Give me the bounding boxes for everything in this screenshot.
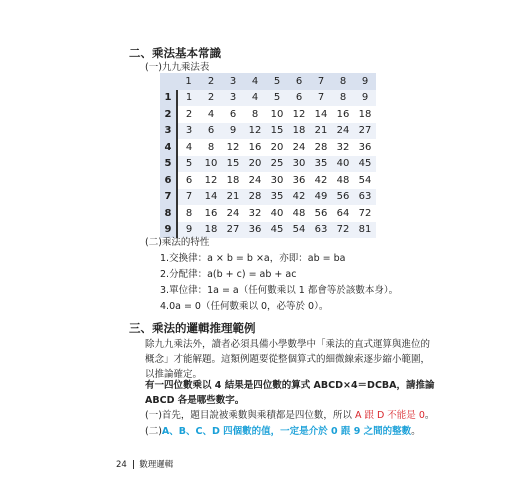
row-header-cell: 1 xyxy=(160,90,177,107)
table-row xyxy=(160,189,376,206)
property-distributive: 2.分配律：a(b + c) = ab + ac xyxy=(160,269,297,280)
row-header-cell: 3 xyxy=(160,123,177,140)
section-3-heading: 三、乘法的邏輯推理範例 xyxy=(129,321,256,335)
table-cell: 72 xyxy=(332,222,354,239)
section-2-heading: 二、乘法基本常識 xyxy=(129,46,221,60)
table-cell: 12 xyxy=(222,139,244,156)
step-1 xyxy=(145,410,434,422)
table-cell: 20 xyxy=(244,156,266,173)
table-cell: 14 xyxy=(310,106,332,123)
table-cell: 36 xyxy=(354,139,376,156)
table-cell: 16 xyxy=(200,205,222,222)
table-row xyxy=(160,222,376,239)
table-cell: 40 xyxy=(332,156,354,173)
table-cell: 16 xyxy=(244,139,266,156)
table-cell: 4 xyxy=(244,90,266,107)
table-cell: 9 xyxy=(354,90,376,107)
table-cell: 12 xyxy=(200,172,222,189)
table-cell: 7 xyxy=(177,189,200,206)
table-cell: 8 xyxy=(200,139,222,156)
table-cell: 14 xyxy=(200,189,222,206)
table-cell: 7 xyxy=(310,90,332,107)
table-row xyxy=(160,156,376,173)
table-cell: 10 xyxy=(266,106,288,123)
property-commutative: 1.交換律：a × b = b ×a，亦即：ab = ba xyxy=(160,253,346,264)
table-cell: 32 xyxy=(244,205,266,222)
table-cell: 35 xyxy=(310,156,332,173)
table-cell: 5 xyxy=(266,90,288,107)
table-cell: 81 xyxy=(354,222,376,239)
table-cell: 8 xyxy=(177,205,200,222)
paragraph-line-1: 除九九乘法外，讀者必須具備小學數學中「乘法的直式運算與進位的 xyxy=(145,339,431,350)
table-cell: 54 xyxy=(354,172,376,189)
table-cell: 2 xyxy=(177,106,200,123)
table-cell: 42 xyxy=(288,189,310,206)
table-row xyxy=(160,123,376,140)
property-zero: 4.0a = 0（任何數乘以 0，必等於 0）。 xyxy=(160,301,329,312)
table-cell: 5 xyxy=(177,156,200,173)
table-cell: 30 xyxy=(266,172,288,189)
column-header-cell: 4 xyxy=(244,73,266,90)
subsection-properties-label: (二)乘法的特性 xyxy=(145,237,210,248)
table-cell: 6 xyxy=(222,106,244,123)
table-cell: 4 xyxy=(177,139,200,156)
table-cell: 20 xyxy=(266,139,288,156)
table-cell: 54 xyxy=(288,222,310,239)
table-cell: 48 xyxy=(332,172,354,189)
table-cell: 24 xyxy=(244,172,266,189)
footer-divider xyxy=(133,460,134,469)
table-cell: 2 xyxy=(200,90,222,107)
column-header-cell: 9 xyxy=(354,73,376,90)
column-header-cell: 1 xyxy=(177,73,200,90)
table-cell: 12 xyxy=(288,106,310,123)
column-header-cell: 6 xyxy=(288,73,310,90)
table-cell: 56 xyxy=(310,205,332,222)
table-cell: 18 xyxy=(222,172,244,189)
table-cell: 28 xyxy=(310,139,332,156)
column-header-cell: 5 xyxy=(266,73,288,90)
table-cell: 21 xyxy=(310,123,332,140)
problem-line-1: 有一四位數乘以 4 結果是四位數的算式 ABCD×4＝DCBA，請推論 xyxy=(145,380,435,391)
table-cell: 4 xyxy=(200,106,222,123)
column-header-cell: 2 xyxy=(200,73,222,90)
table-cell: 9 xyxy=(222,123,244,140)
row-header-cell: 2 xyxy=(160,106,177,123)
row-header-cell: 6 xyxy=(160,172,177,189)
table-cell: 24 xyxy=(288,139,310,156)
row-header-cell: 7 xyxy=(160,189,177,206)
table-cell: 28 xyxy=(244,189,266,206)
step-2-suffix: 。 xyxy=(411,426,421,437)
column-header-cell: 7 xyxy=(310,73,332,90)
table-cell: 21 xyxy=(222,189,244,206)
table-cell: 15 xyxy=(266,123,288,140)
table-cell: 49 xyxy=(310,189,332,206)
row-header-cell: 4 xyxy=(160,139,177,156)
column-header-cell: 3 xyxy=(222,73,244,90)
table-cell: 24 xyxy=(222,205,244,222)
table-cell: 12 xyxy=(244,123,266,140)
table-cell: 24 xyxy=(332,123,354,140)
book-title: 數理邏輯 xyxy=(139,460,174,470)
page-number: 24 xyxy=(116,460,127,470)
table-cell: 40 xyxy=(266,205,288,222)
property-identity: 3.單位律：1a = a（任何數乘以 1 都會等於該數本身）。 xyxy=(160,285,399,296)
table-cell: 15 xyxy=(222,156,244,173)
subsection-multiplication-table-label: (一)九九乘法表 xyxy=(145,62,210,73)
step-2 xyxy=(145,426,421,438)
table-cell: 35 xyxy=(266,189,288,206)
table-cell: 1 xyxy=(177,90,200,107)
step-2-highlight: A、B、C、D 四個數的值，一定是介於 0 跟 9 之間的整數 xyxy=(161,426,412,437)
table-cell: 3 xyxy=(222,90,244,107)
table-cell: 25 xyxy=(266,156,288,173)
table-row xyxy=(160,90,376,107)
table-cell: 36 xyxy=(288,172,310,189)
table-cell: 18 xyxy=(200,222,222,239)
table-cell: 45 xyxy=(266,222,288,239)
table-cell: 56 xyxy=(332,189,354,206)
step-1-suffix: 。 xyxy=(424,410,435,421)
paragraph-line-2: 概念」才能解題。這類例題要從整個算式的細微線索逐步縮小範圍， xyxy=(145,354,431,365)
step-2-prefix: (二) xyxy=(145,426,162,437)
row-header-cell: 5 xyxy=(160,156,177,173)
table-cell: 9 xyxy=(177,222,200,239)
table-cell: 64 xyxy=(332,205,354,222)
table-cell: 32 xyxy=(332,139,354,156)
paragraph-line-3: 以推論確定。 xyxy=(145,369,203,380)
table-cell: 63 xyxy=(354,189,376,206)
table-cell: 30 xyxy=(288,156,310,173)
row-header-cell: 8 xyxy=(160,205,177,222)
table-corner-cell xyxy=(160,73,177,90)
step-1-highlight: A 跟 D 不能是 0 xyxy=(354,410,425,421)
table-row xyxy=(160,172,376,189)
table-cell: 8 xyxy=(332,90,354,107)
table-row xyxy=(160,106,376,123)
table-cell: 36 xyxy=(244,222,266,239)
table-cell: 10 xyxy=(200,156,222,173)
table-cell: 18 xyxy=(288,123,310,140)
table-cell: 6 xyxy=(177,172,200,189)
table-cell: 27 xyxy=(354,123,376,140)
table-cell: 16 xyxy=(332,106,354,123)
table-cell: 72 xyxy=(354,205,376,222)
table-cell: 63 xyxy=(310,222,332,239)
table-cell: 6 xyxy=(288,90,310,107)
table-cell: 27 xyxy=(222,222,244,239)
table-cell: 42 xyxy=(310,172,332,189)
column-header-cell: 8 xyxy=(332,73,354,90)
table-cell: 18 xyxy=(354,106,376,123)
multiplication-table xyxy=(160,73,376,238)
problem-line-2: ABCD 各是哪些數字。 xyxy=(145,395,245,406)
table-cell: 8 xyxy=(244,106,266,123)
table-cell: 3 xyxy=(177,123,200,140)
table-row xyxy=(160,139,376,156)
table-header-row xyxy=(160,73,376,90)
row-header-cell: 9 xyxy=(160,222,177,239)
page-footer xyxy=(116,458,173,470)
table-cell: 6 xyxy=(200,123,222,140)
table-cell: 48 xyxy=(288,205,310,222)
table-row xyxy=(160,205,376,222)
table-cell: 45 xyxy=(354,156,376,173)
step-1-prefix: (一)首先，題目說被乘數與乘積都是四位數，所以 xyxy=(145,410,355,421)
